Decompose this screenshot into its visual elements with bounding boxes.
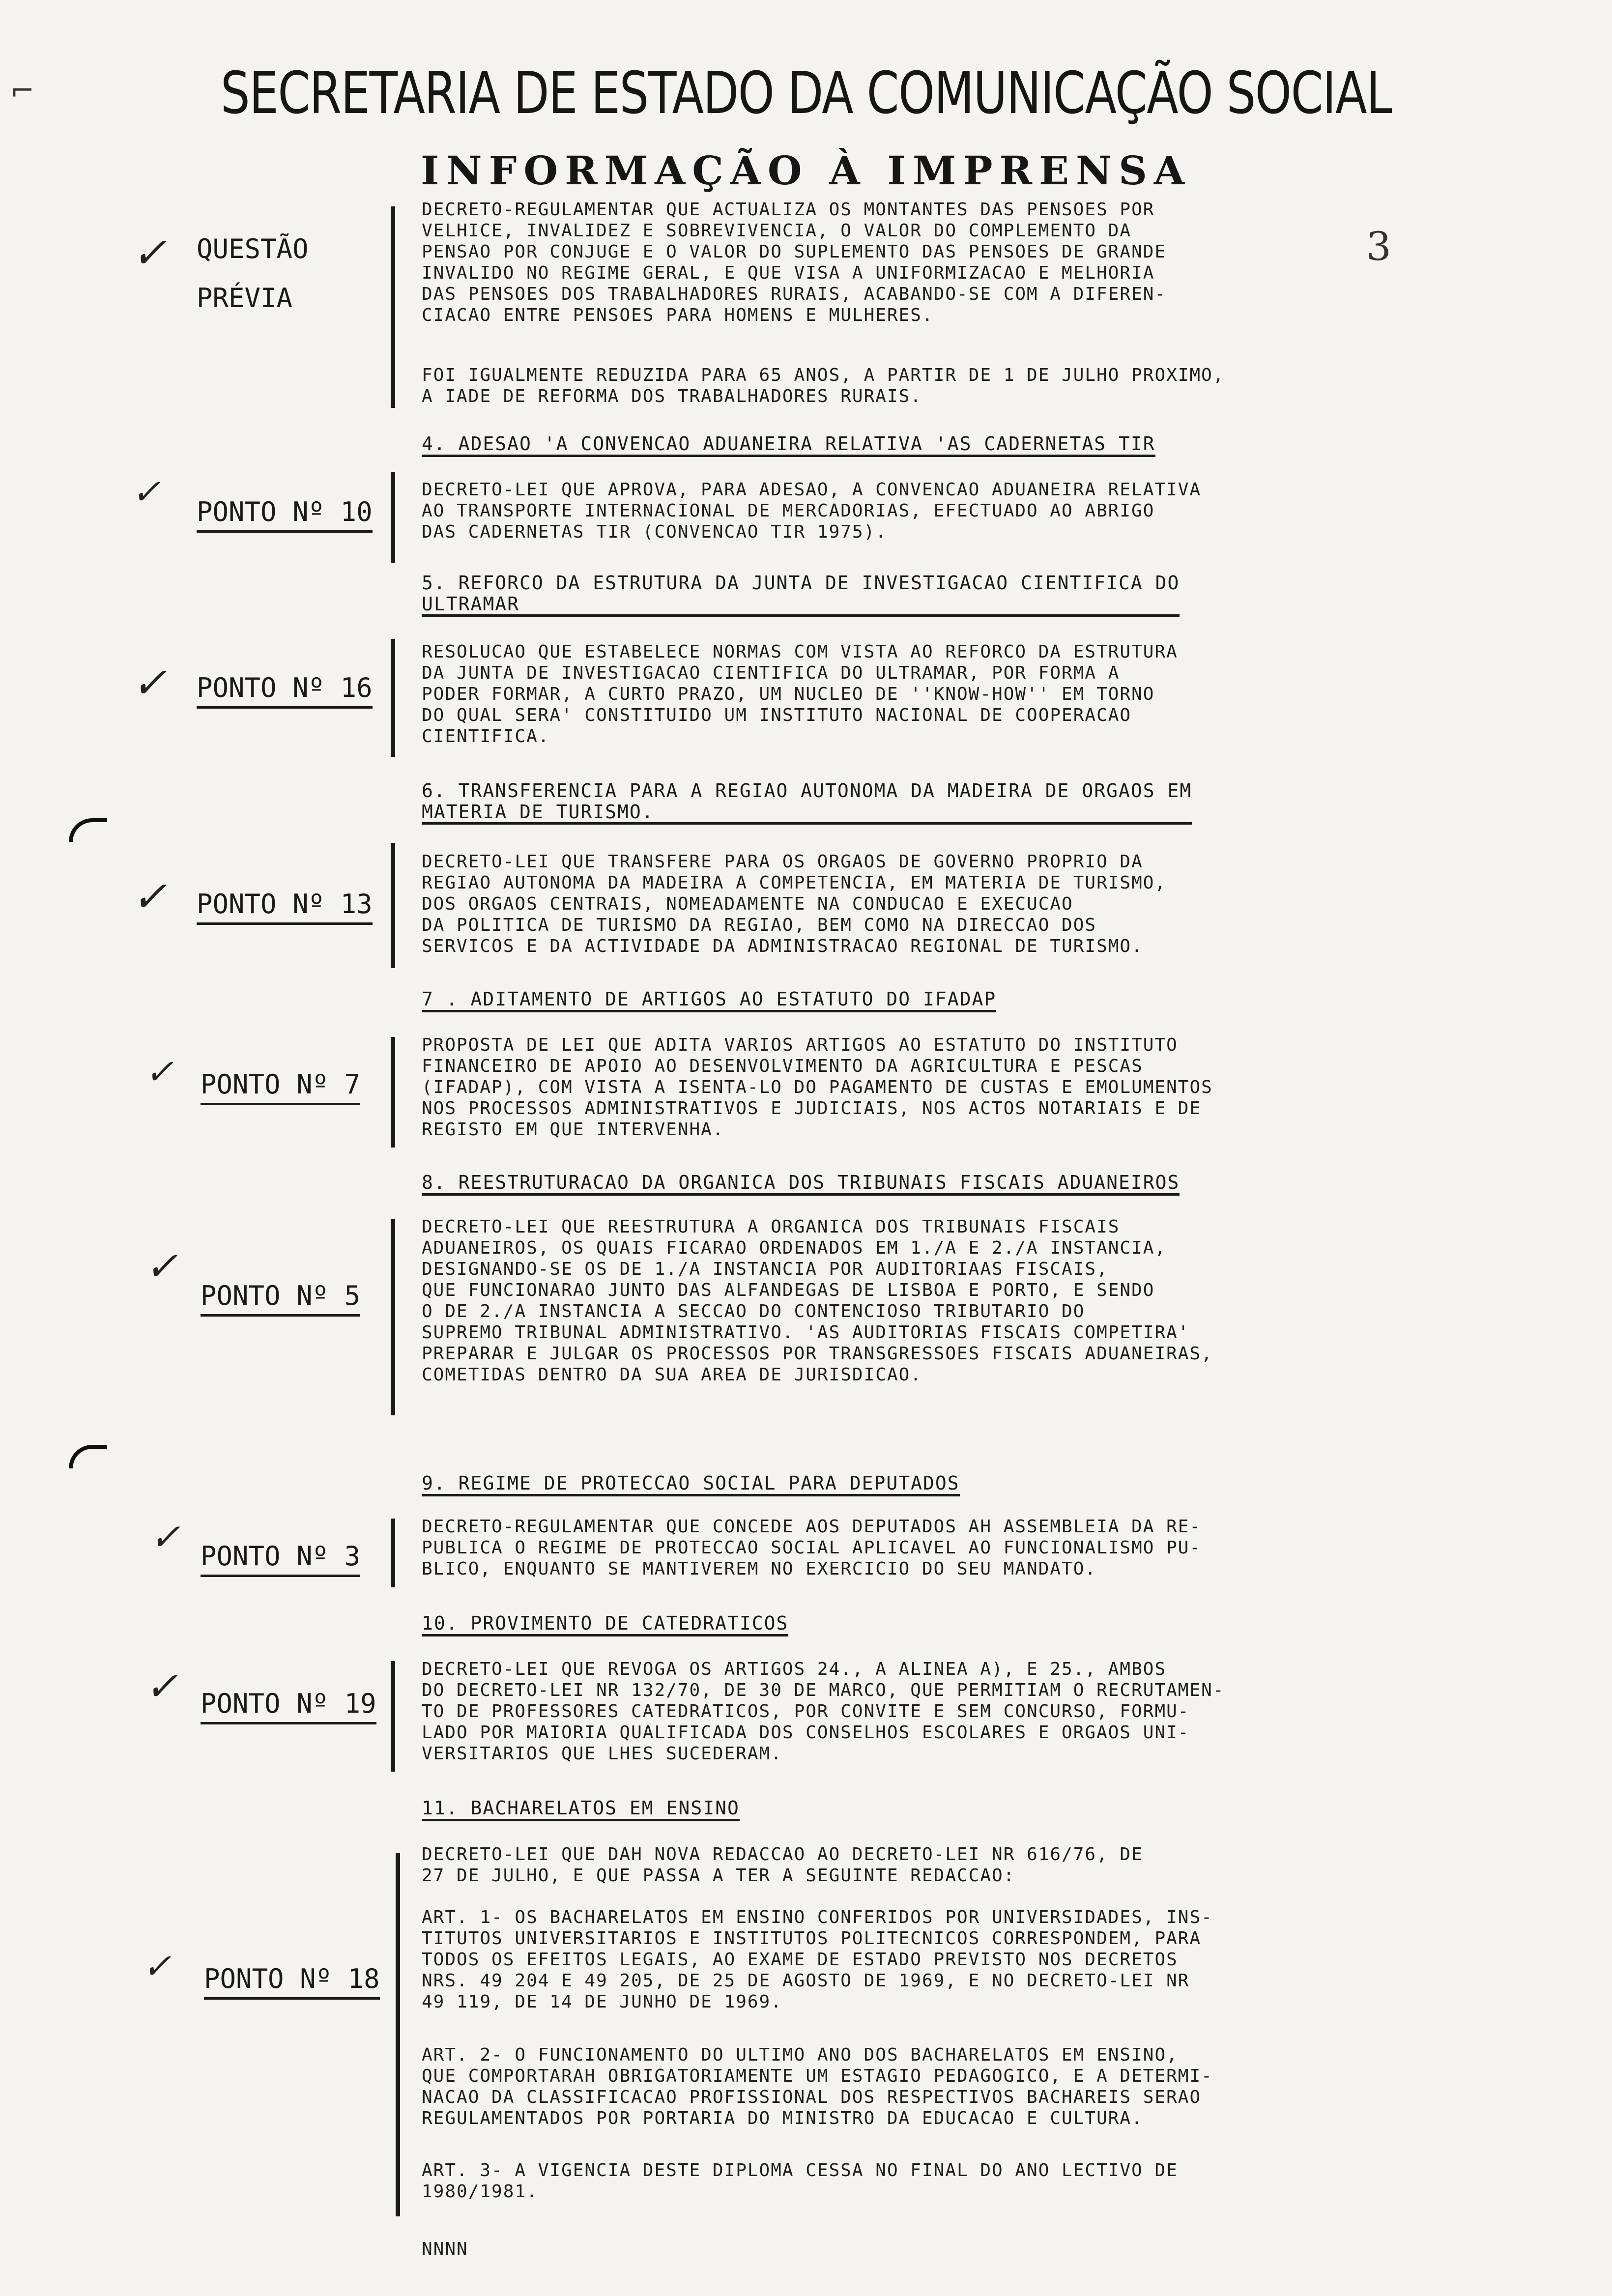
section-body: RESOLUCAO QUE ESTABELECE NORMAS COM VISTA AO REFORCO DA ESTRUTURA DA JUNTA DE INVESTIGACAO CIENTIFICA DO ULTRAMAR, POR FORMA A PODER FORMAR, A CURTO PRAZO, UM NUCLEO DE ''KNOW-HOW'' EM TORNO DO QUAL SERA' CONSTITUIDO UM INSTITUTO NACIONAL DE COOPERACAO CIENTIFICA. bbox=[422, 642, 1178, 746]
check-mark-icon: ✓ bbox=[145, 1243, 178, 1289]
section-label: PONTO Nº 16 bbox=[197, 672, 373, 709]
section-body: DECRETO-REGULAMENTAR QUE ACTUALIZA OS MONTANTES DAS PENSOES POR VELHICE, INVALIDEZ E SOBREVIVENCIA, O VALOR DO COMPLEMENTO DA PENSAO POR CONJUGE E O VALOR DO SUPLEMENTO DAS PENSOES DE GRANDE INVALIDO NO REGIME GERAL, E QUE VISA A UNIFORMIZACAO E MELHORIA DAS PENSOES DOS TRABALHADORES RURAIS, ACABANDO-SE COM A DIFEREN- CIACAO ENTRE PENSOES PARA HOMENS E MULHERES. bbox=[422, 200, 1167, 325]
section-bracket bbox=[391, 1519, 395, 1587]
section-heading: 6. TRANSFERENCIA PARA A REGIAO AUTONOMA DA MADEIRA DE ORGAOS EM MATERIA DE TURISMO. bbox=[422, 780, 1192, 825]
section-heading: 11. BACHARELATOS EM ENSINO bbox=[422, 1798, 740, 1821]
margin-scribble-icon: ⌐ bbox=[10, 74, 35, 108]
section-heading: 9. REGIME DE PROTECCAO SOCIAL PARA DEPUTADOS bbox=[422, 1473, 960, 1496]
check-mark-icon: ✓ bbox=[143, 1946, 172, 1986]
section-heading: 10. PROVIMENTO DE CATEDRATICOS bbox=[422, 1613, 788, 1636]
section-bracket bbox=[391, 206, 395, 408]
section-bracket bbox=[396, 1853, 400, 2216]
end-mark: NNNN bbox=[422, 2239, 468, 2259]
section-label: PONTO Nº 19 bbox=[201, 1688, 376, 1724]
page-subtitle: INFORMAÇÃO À IMPRENSA bbox=[421, 147, 1191, 194]
check-mark-icon: ✓ bbox=[132, 472, 161, 512]
punch-hole-mark-icon bbox=[69, 818, 107, 842]
check-mark-icon: ✓ bbox=[132, 872, 168, 921]
section-label: PONTO Nº 7 bbox=[201, 1069, 360, 1105]
section-heading: 8. REESTRUTURACAO DA ORGANICA DOS TRIBUNAIS FISCAIS ADUANEIROS bbox=[422, 1172, 1180, 1196]
section-bracket bbox=[391, 472, 395, 563]
check-mark-icon: ✓ bbox=[132, 229, 168, 278]
section-label-previa: PRÉVIA bbox=[197, 283, 293, 314]
section-body: PROPOSTA DE LEI QUE ADITA VARIOS ARTIGOS AO ESTATUTO DO INSTITUTO FINANCEIRO DE APOIO AO DESENVOLVIMENTO DA AGRICULTURA E PESCAS (IFADAP), COM VISTA A ISENTA-LO DO PAGAMENTO DE CUSTAS E EMOLUMENTOS NOS PROCESSOS ADMINISTRATIVOS E JUDICIAIS, NOS ACTOS NOTARIAIS E DE REGISTO EM QUE INTERVENHA. bbox=[422, 1035, 1213, 1140]
section-body: DECRETO-LEI QUE TRANSFERE PARA OS ORGAOS DE GOVERNO PROPRIO DA REGIAO AUTONOMA DA MADEIRA A COMPETENCIA, EM MATERIA DE TURISMO, DOS ORGAOS CENTRAIS, NOMEADAMENTE NA CONDUCAO E EXECUCAO DA POLITICA DE TURISMO DA REGIAO, BEM COMO NA DIRECCAO DOS SERVICOS E DA ACTIVIDADE DA ADMINISTRACAO REGIONAL DE TURISMO. bbox=[422, 852, 1167, 956]
section-body: DECRETO-LEI QUE REESTRUTURA A ORGANICA DOS TRIBUNAIS FISCAIS ADUANEIROS, OS QUAIS FICARAO ORDENADOS EM 1./A E 2./A INSTANCIA, DESIGNANDO-SE OS DE 1./A INSTANCIA POR AUDITORIAAS FISCAIS, QUE FUNCIONARAO JUNTO DAS ALFANDEGAS DE LISBOA E PORTO, E SENDO O DE 2./A INSTANCIA A SECCAO DO CONTENCIOSO TRIBUTARIO DO SUPREMO TRIBUNAL ADMINISTRATIVO. 'AS AUDITORIAS FISCAIS COMPETIRA' PREPARAR E JULGAR OS PROCESSOS POR TRANSGRESSOES FISCAIS ADUANEIRAS, COMETIDAS DENTRO DA SUA AREA DE JURISDICAO. bbox=[422, 1217, 1213, 1385]
section-label: PONTO Nº 3 bbox=[201, 1541, 360, 1577]
check-mark-icon: ✓ bbox=[145, 1664, 178, 1709]
section-heading: 5. REFORCO DA ESTRUTURA DA JUNTA DE INVESTIGACAO CIENTIFICA DO ULTRAMAR bbox=[422, 573, 1180, 617]
section-body: DECRETO-LEI QUE DAH NOVA REDACCAO AO DECRETO-LEI NR 616/76, DE 27 DE JULHO, E QUE PASSA A TER A SEGUINTE REDACCAO: bbox=[422, 1844, 1143, 1886]
article-1: ART. 1- OS BACHARELATOS EM ENSINO CONFERIDOS POR UNIVERSIDADES, INS- TITUTOS UNIVERSITARIOS E INSTITUTOS POLITECNICOS CORRESPONDEM, PARA TODOS OS EFEITOS LEGAIS, AO EXAME DE ESTADO PREVISTO NOS DECRETOS NRS. 49 204 E 49 205, DE 25 DE AGOSTO DE 1969, E NO DECRETO-LEI NR 49 119, DE 14 DE JUNHO DE 1969. bbox=[422, 1907, 1213, 2012]
check-mark-icon: ✓ bbox=[132, 659, 168, 708]
check-mark-icon: ✓ bbox=[150, 1516, 181, 1558]
section-label: PONTO Nº 10 bbox=[197, 496, 373, 533]
section-label: PONTO Nº 18 bbox=[204, 1963, 380, 2000]
section-bracket bbox=[391, 843, 395, 968]
section-bracket bbox=[391, 1037, 395, 1148]
section-bracket bbox=[391, 639, 395, 757]
section-bracket bbox=[391, 1661, 395, 1772]
section-bracket bbox=[391, 1219, 395, 1415]
section-body-extra: FOI IGUALMENTE REDUZIDA PARA 65 ANOS, A PARTIR DE 1 DE JULHO PROXIMO, A IADE DE REFORMA DOS TRABALHADORES RURAIS. bbox=[422, 365, 1225, 406]
section-body: DECRETO-REGULAMENTAR QUE CONCEDE AOS DEPUTADOS AH ASSEMBLEIA DA RE- PUBLICA O REGIME DE PROTECCAO SOCIAL APLICAVEL AO FUNCIONALISMO PU- BLICO, ENQUANTO SE MANTIVEREM NO EXERCICIO DO SEU MANDATO. bbox=[422, 1517, 1202, 1579]
section-body: DECRETO-LEI QUE APROVA, PARA ADESAO, A CONVENCAO ADUANEIRA RELATIVA AO TRANSPORTE INTERNACIONAL DE MERCADORIAS, EFECTUADO AO ABRIGO DAS CADERNETAS TIR (CONVENCAO TIR 1975). bbox=[422, 480, 1202, 542]
article-3: ART. 3- A VIGENCIA DESTE DIPLOMA CESSA NO FINAL DO ANO LECTIVO DE 1980/1981. bbox=[422, 2160, 1178, 2202]
section-label: PONTO Nº 5 bbox=[201, 1280, 360, 1317]
section-label-questao: QUESTÃO bbox=[197, 233, 309, 264]
punch-hole-mark-icon bbox=[69, 1445, 107, 1468]
section-heading: 4. ADESAO 'A CONVENCAO ADUANEIRA RELATIVA 'AS CADERNETAS TIR bbox=[422, 433, 1155, 457]
section-heading: 7 . ADITAMENTO DE ARTIGOS AO ESTATUTO DO IFADAP bbox=[422, 989, 996, 1012]
page-number: 3 bbox=[1366, 224, 1391, 269]
article-2: ART. 2- O FUNCIONAMENTO DO ULTIMO ANO DOS BACHARELATOS EM ENSINO, QUE COMPORTARAH OBRIGATORIAMENTE UM ESTAGIO PEDAGOGICO, E A DETERMI- NACAO DA CLASSIFICACAO PROFISSIONAL DOS RESPECTIVOS BACHAREIS SERAO REGULAMENTADOS POR PORTARIA DO MINISTRO DA EDUCACAO E CULTURA. bbox=[422, 2045, 1213, 2128]
page-title: SECRETARIA DE ESTADO DA COMUNICAÇÃO SOCIAL bbox=[220, 59, 1392, 127]
check-mark-icon: ✓ bbox=[145, 1052, 174, 1092]
section-label: PONTO Nº 13 bbox=[197, 889, 373, 925]
section-body: DECRETO-LEI QUE REVOGA OS ARTIGOS 24., A ALINEA A), E 25., AMBOS DO DECRETO-LEI NR 132/70, DE 30 DE MARCO, QUE PERMITIAM O RECRUTAMEN- TO DE PROFESSORES CATEDRATICOS, POR CONVITE E SEM CONCURSO, FORMU- LADO POR MAIORIA QUALIFICADA DOS CONSELHOS ESCOLARES E ORGAOS UNI- VERSITARIOS QUE LHES SUCEDERAM. bbox=[422, 1659, 1225, 1764]
